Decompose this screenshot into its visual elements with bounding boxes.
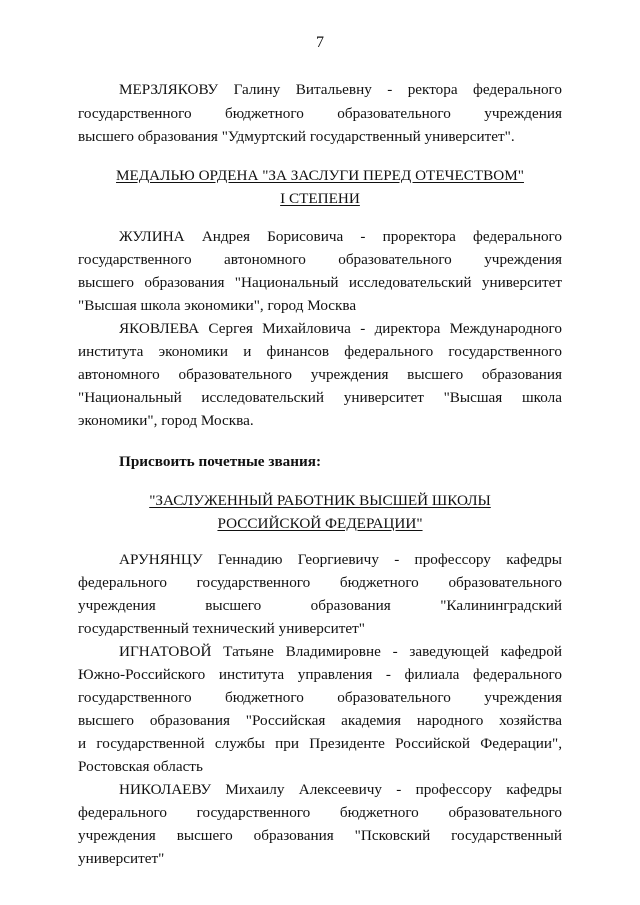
entry-line: ИГНАТОВОЙ Татьяне Владимировне - заведующей кафедрой <box>119 643 562 660</box>
title-heading-line: "ЗАСЛУЖЕННЫЙ РАБОТНИК ВЫСШЕЙ ШКОЛЫ <box>149 492 491 509</box>
entry-line: федерального государственного бюджетного образовательного <box>78 574 562 591</box>
entry-line: федерального государственного бюджетного образовательного <box>78 804 562 821</box>
entry-line: института экономики и финансов федерального государственного <box>78 343 562 360</box>
entry-line: Южно-Российского института управления - филиала федерального <box>78 666 562 683</box>
entry-line: МЕРЗЛЯКОВУ Галину Витальевну - ректора федерального <box>119 81 562 98</box>
entry-line: автономного образовательного учреждения высшего образования <box>78 366 562 383</box>
entry-line: Ростовская область <box>78 758 203 775</box>
title-heading-line: РОССИЙСКОЙ ФЕДЕРАЦИИ" <box>217 515 423 532</box>
entry-line: "Национальный исследовательский университет "Высшая школа <box>78 389 562 406</box>
entry-line: учреждения высшего образования "Калининградский <box>78 597 562 614</box>
entry-line: университет" <box>78 850 165 867</box>
entry-line: АРУНЯНЦУ Геннадию Георгиевичу - профессору кафедры <box>119 551 562 568</box>
page-number: 7 <box>316 34 324 51</box>
award-heading-line: I СТЕПЕНИ <box>280 190 360 207</box>
entry-line: государственный технический университет" <box>78 620 365 637</box>
award-heading-line: МЕДАЛЬЮ ОРДЕНА "ЗА ЗАСЛУГИ ПЕРЕД ОТЕЧЕСТВОМ" <box>116 167 524 184</box>
honorary-titles-heading: Присвоить почетные звания: <box>119 453 322 470</box>
entry-line: высшего образования "Национальный исследовательский университет <box>78 274 562 291</box>
entry-line: ЖУЛИНА Андрея Борисовича - проректора федерального <box>119 228 562 245</box>
entry-line: государственного бюджетного образовательного учреждения <box>78 689 562 706</box>
entry-line: экономики", город Москва. <box>78 412 254 429</box>
entry-line: и государственной службы при Президенте Российской Федерации", <box>78 735 562 752</box>
entry-line: государственного бюджетного образовательного учреждения <box>78 105 562 122</box>
entry-line: НИКОЛАЕВУ Михаилу Алексеевичу - профессору кафедры <box>119 781 562 798</box>
entry-line: учреждения высшего образования "Псковский государственный <box>78 827 562 844</box>
entry-line: государственного автономного образовательного учреждения <box>78 251 562 268</box>
entry-line: ЯКОВЛЕВА Сергея Михайловича - директора Международного <box>119 320 562 337</box>
entry-line: высшего образования "Удмуртский государственный университет". <box>78 128 515 145</box>
entry-line: высшего образования "Российская академия народного хозяйства <box>78 712 562 729</box>
entry-line: "Высшая школа экономики", город Москва <box>78 297 357 314</box>
